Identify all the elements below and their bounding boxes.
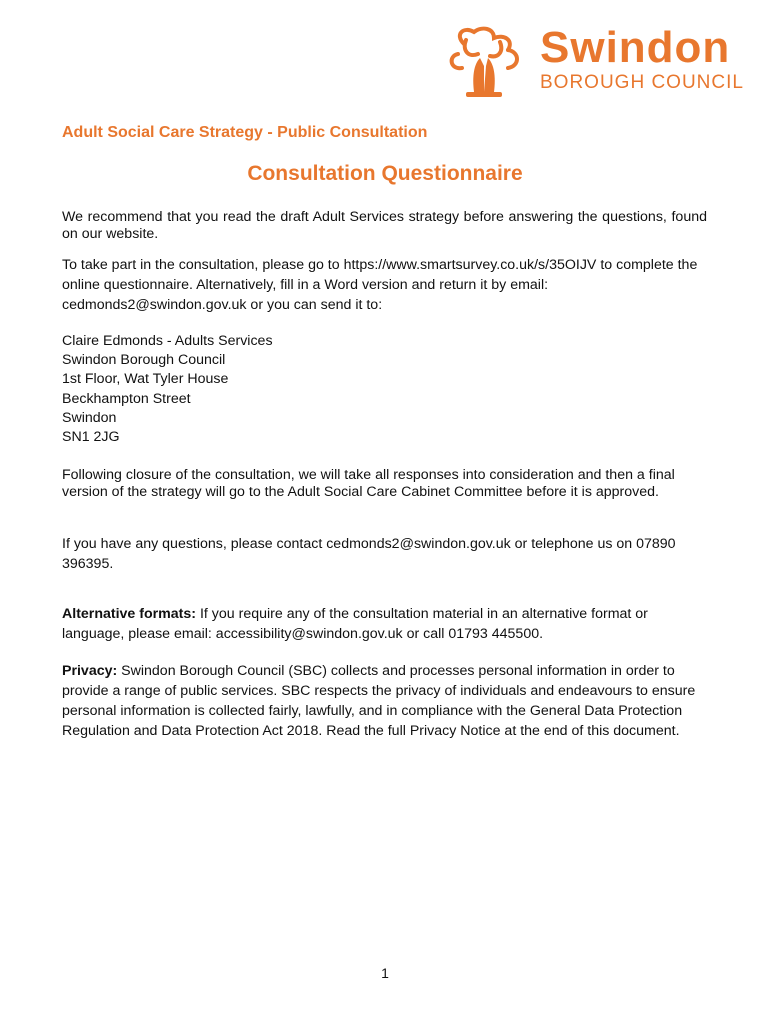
page-title: Consultation Questionnaire <box>247 162 523 185</box>
logo-name: Swindon <box>540 23 731 72</box>
logo-subtitle: BOROUGH COUNCIL <box>540 72 744 93</box>
questions-paragraph: If you have any questions, please contact cedmonds2@swindon.gov.uk or telephone us on 07890 396395. <box>62 536 676 572</box>
address-line: Swindon <box>62 409 117 426</box>
tree-logo-icon <box>444 24 534 104</box>
privacy-text: Swindon Borough Council (SBC) collects and processes personal information in order to provide a range of public services. SBC respects the privacy of individuals and endeavours to ensure personal information is collected fairly, lawfully, and in compliance with the General Data Protection Regulation and Data Protection Act 2018. Read the full Privacy Notice at the end of this document. <box>62 663 696 739</box>
alternative-formats-text: If you require any of the consultation material in an alternative format or language, please email: accessibility@swindon.gov.uk or call 01793 445500. <box>62 606 648 642</box>
document-subject: Adult Social Care Strategy - Public Consultation <box>62 124 428 141</box>
alternative-formats-paragraph <box>62 604 707 644</box>
alternative-formats-label: Alternative formats: <box>62 606 197 622</box>
postal-address <box>62 332 273 447</box>
page-number: 1 <box>381 965 389 981</box>
address-line: Beckhampton Street <box>62 390 191 407</box>
privacy-label: Privacy: <box>62 663 118 679</box>
intro-paragraph: We recommend that you read the draft Adult Services strategy before answering the questions, found on our website. <box>62 209 707 242</box>
closure-paragraph: Following closure of the consultation, we will take all responses into consideration and then a final version of the strategy will go to the Adult Social Care Cabinet Committee before it is approved. <box>62 467 675 500</box>
address-line: Claire Edmonds - Adults Services <box>62 333 273 349</box>
address-line: 1st Floor, Wat Tyler House <box>62 371 229 388</box>
privacy-paragraph <box>62 661 707 741</box>
address-line: SN1 2JG <box>62 429 120 446</box>
take-part-paragraph: To take part in the consultation, please go to https://www.smartsurvey.co.uk/s/35OIJV to complete the online questionnaire. Alternatively, fill in a Word version and return it by email: cedmonds2@swindon.gov.uk or you can send it to: <box>62 257 698 313</box>
address-line: Swindon Borough Council <box>62 352 226 369</box>
council-logo <box>444 22 754 102</box>
